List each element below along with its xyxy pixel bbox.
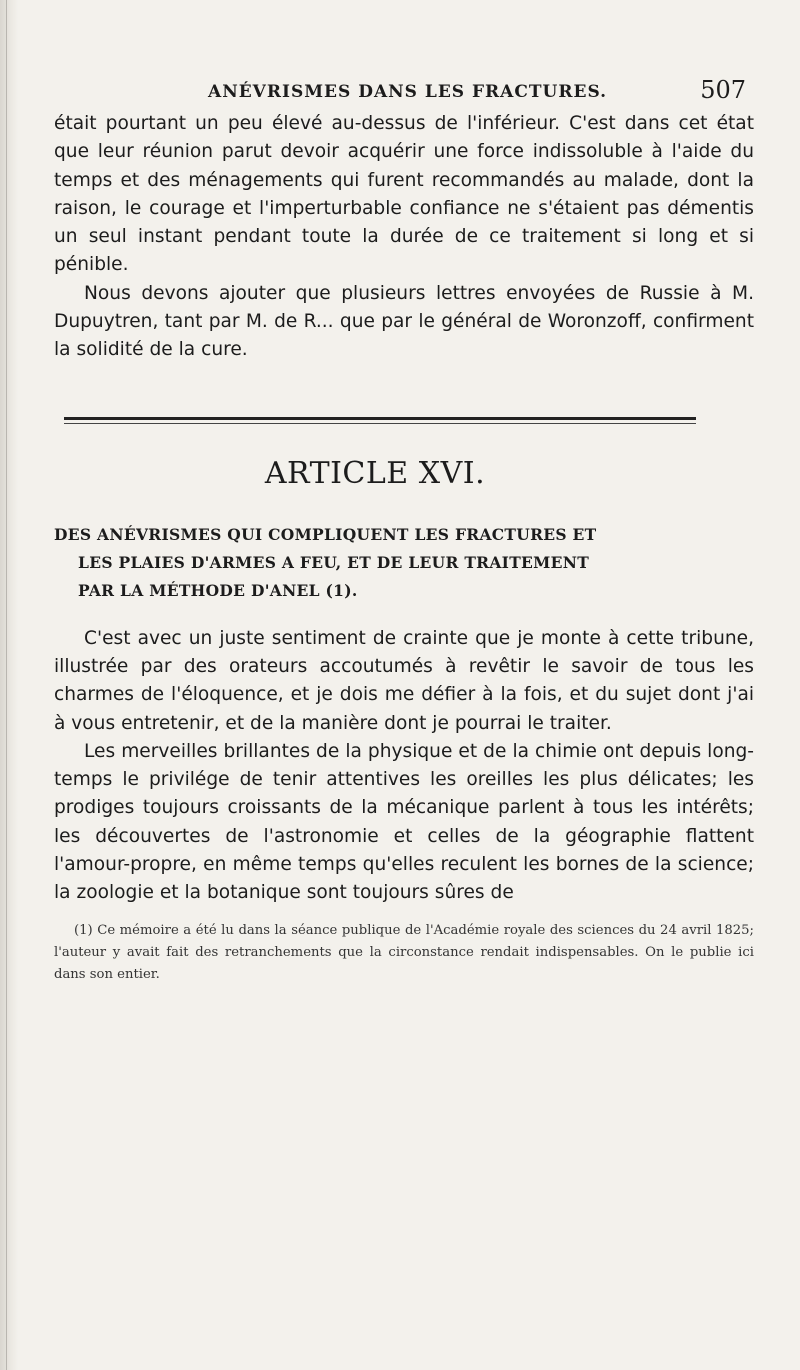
- running-title: ANÉVRISMES DANS LES FRACTURES.: [208, 82, 608, 102]
- intro-paragraph: était pourtant un peu élevé au-dessus de l'inférieur. C'est dans cet état que leur réunion parut devoir acquérir une force indissoluble à l'aide du temps et des ménagements qui furent recommandés au malade, dont la raison, le courage et l'imperturbable confiance ne s'étaient pas démentis un seul instant pendant toute la durée de ce traitement si long et si pénible.: [54, 113, 754, 276]
- footnote: (1) Ce mémoire a été lu dans la séance publique de l'Académie royale des sciences du 24 avril 1825; l'auteur y avait fait des retranchements que la circonstance rendait indispensables. On le publie ici dans son entier.: [54, 922, 754, 982]
- article-subtitle: [54, 521, 754, 605]
- subtitle-line: LES PLAIES D'ARMES A FEU, ET DE LEUR TRAITEMENT: [78, 552, 590, 572]
- running-head: [54, 76, 754, 110]
- page-number: 507: [700, 76, 746, 104]
- article-heading: ARTICLE XVI.: [264, 455, 486, 491]
- article-body: [54, 625, 754, 908]
- divider-thick-line: [64, 417, 696, 420]
- article-paragraph: Les merveilles brillantes de la physique et de la chimie ont depuis long-temps le privilége de tenir attentives les oreilles les plus délicates; les prodiges toujours croissants de la mécanique parlent à tous les intérêts; les découvertes de l'astronomie et celles de la géographie flattent l'amour-propre, en même temps qu'elles reculent les bornes de la science; la zoologie et la botanique sont toujours sûres de: [54, 740, 754, 904]
- divider-thin-line: [64, 423, 696, 424]
- section-divider: [64, 417, 696, 424]
- article-paragraph: C'est avec un juste sentiment de crainte que je monte à cette tribune, illustrée par des orateurs accoutumés à revêtir le savoir de tous les charmes de l'éloquence, et je dois me défier à la fois, et du sujet dont j'ai à vous entretenir, et de la manière dont je pourrai le traiter.: [54, 627, 754, 734]
- book-page: [54, 76, 754, 999]
- intro-paragraph: Nous devons ajouter que plusieurs lettres envoyées de Russie à M. Dupuytren, tant par M. de R... que par le général de Woronzoff, confirment la solidité de la cure.: [54, 282, 754, 361]
- subtitle-line: PAR LA MÉTHODE D'ANEL (1).: [78, 580, 358, 600]
- page-binding-edge: [0, 0, 18, 1370]
- subtitle-line: DES ANÉVRISMES QUI COMPLIQUENT LES FRACTURES ET: [54, 524, 597, 544]
